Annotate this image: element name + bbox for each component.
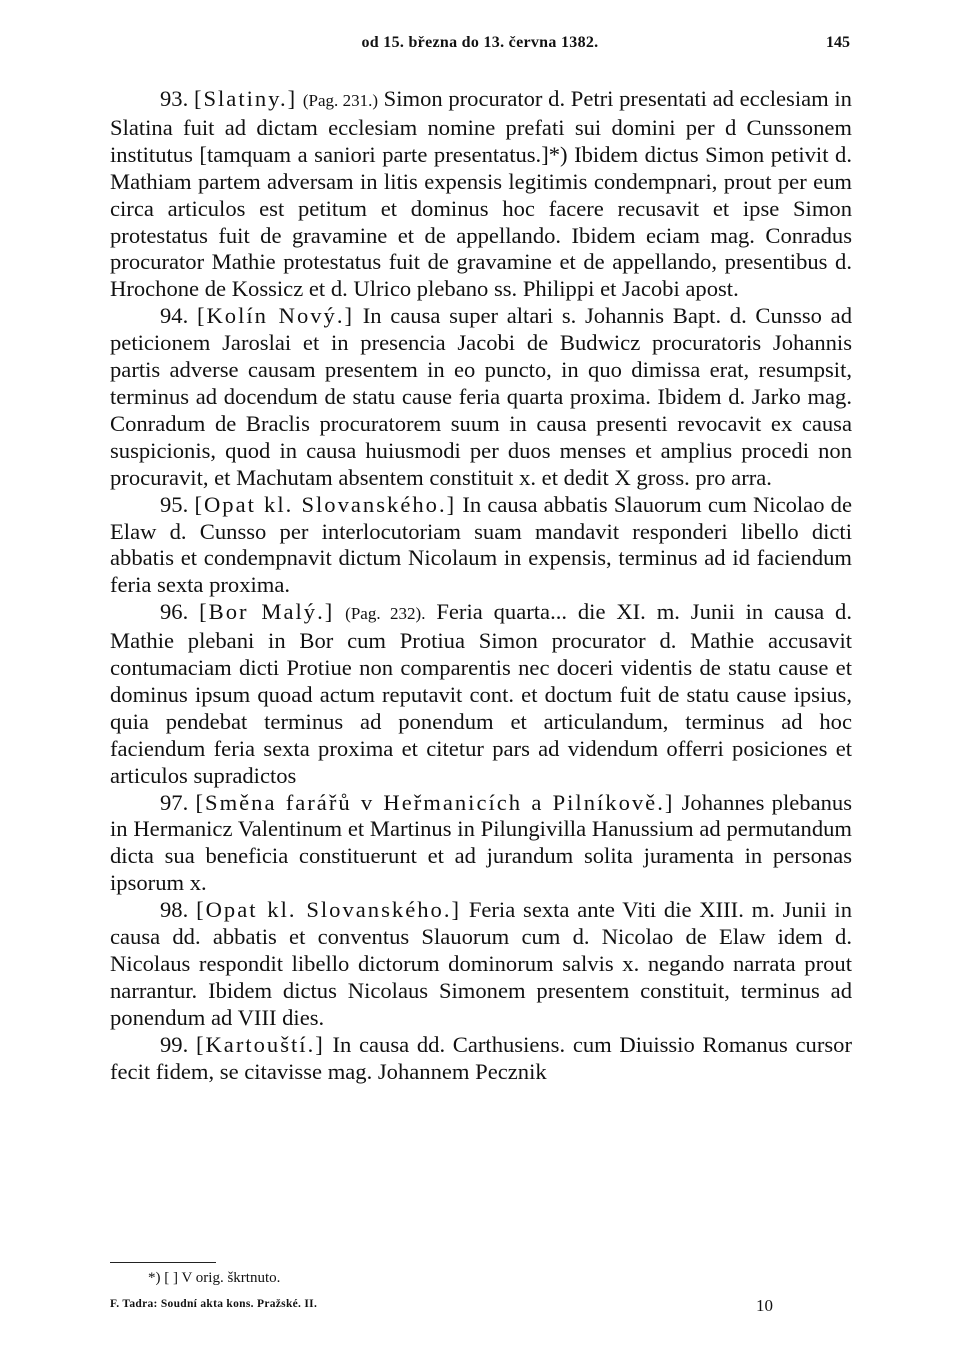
entry-heading: [Kolín Nový.] xyxy=(196,303,355,329)
entry-heading: [Slatiny.] xyxy=(193,86,298,111)
entry-text: In causa abbatis Slauorum cum Nicolao de Elaw d. Cunsso per interlocutoriam suam mandavit responderi libello dicti abbatis et condempnavit dictum Nicolaum in expensis, terminus ad id faciendum feria sexta proxima. xyxy=(110,491,852,598)
entry-text: Feria quarta... die XI. m. Junii in causa d. Mathie plebani in Bor cum Protiua Simon procurator d. Mathie accusavit contumaciam dicti Protiue non comparentis nec doceri videntis de statu cause et dominus ipsum quoad actum reputavit cont. et doctum fuit de statu cause ipsius, quia pendebat terminus ad ponendum et articulandum, terminus ad hoc faciendum feria sexta proxima et citetur pars ad videndum offerri posiciones et articulos supradictos xyxy=(110,599,853,788)
entry-99 xyxy=(110,1032,852,1086)
entry-heading: [Kartouští.] xyxy=(195,1031,325,1057)
running-head xyxy=(110,34,850,60)
entry-95 xyxy=(110,492,852,600)
entry-text: In causa super altari s. Johannis Bapt. d. Cunsso ad peticionem Jaroslai et in presencia Jacobi de Budwicz procuratoris Johannis partis adverse causam presentem in eo puncto, in quo dimissa erat, resumpsit, terminus ad docendum de statu cause feria quarta proxima. Ibidem d. Jarko mag. Conradum de Braclis procuratorem suum in causa presenti revocavit ex causa suspicionis, quod in causa huiusmodi per duos menses et amplius procedi non procuravit, et Machutam absentem constituit x. et dedit X gross. pro arra. xyxy=(110,303,852,490)
footnote-rule xyxy=(110,1262,216,1263)
entry-93 xyxy=(110,86,852,303)
entry-heading: [Opat kl. Slovanského.] xyxy=(196,897,461,923)
entry-text: In causa dd. Carthusiens. cum Diuissio Romanus cursor fecit fidem, se citavisse mag. Johannem Pecznik xyxy=(110,1031,852,1084)
signature-mark: 10 xyxy=(756,1296,773,1315)
entry-number: 94. xyxy=(160,303,189,329)
entry-text: Johannes plebanus in Hermanicz Valentinum et Martinus in Pilungivilla Hanussium ad permutandum dicta sua beneficia constituerunt et ad jurandum solita juramenta in personas ipsorum x. xyxy=(110,789,852,896)
footnote: *) [ ] V orig. škrtnuto. xyxy=(148,1270,281,1286)
entry-heading: [Bor Malý.] xyxy=(199,599,335,625)
entry-number: 98. xyxy=(160,897,189,923)
entry-98 xyxy=(110,897,852,1032)
page-reference: (Pag. 232). xyxy=(345,604,426,624)
running-title: od 15. března do 13. června 1382. xyxy=(361,34,599,51)
entry-text: Simon procurator d. Petri presentati ad ecclesiam in Slatina fuit ad dictam ecclesiam nomine prefati sui domini per d Cunssonem institutus [tamquam a saniori parte presentatus.]*) Ibidem dictus Simon petivit d. Mathiam partem adversam in litis expensis legitimis condempnari, prout per eum circa articulos est petitum et dominus hoc facere recusavit et ipse Simon protestatus fuit de gravamine et de appellando. Ibidem eciam mag. Conradus procurator Mathie protestatus fuit de gravamine et de appellando, presentibus d. Hrochone de Kossicz et d. Ulrico plebano ss. Philippi et Jacobi apost. xyxy=(110,86,852,302)
entry-number: 96. xyxy=(160,599,189,625)
entry-text: Feria sexta ante Viti die XIII. m. Junii in causa dd. abbatis et conventus Slauorum cum d. Nicolao de Elaw idem d. Nicolaus respondit libello dictorum dominorum salvis x. negando narrata prout narrantur. Ibidem dictus Nicolaus Simonem presentem constituit, terminus ad ponendum ad VIII dies. xyxy=(110,897,852,1030)
imprint-line: F. Tadra: Soudní akta kons. Pražské. II. xyxy=(110,1298,318,1310)
entry-heading: [Opat kl. Slovanského.] xyxy=(194,491,457,517)
entry-number: 97. xyxy=(160,789,189,815)
entry-96 xyxy=(110,599,852,789)
entry-number: 93. xyxy=(160,86,189,111)
entry-number: 99. xyxy=(160,1031,189,1057)
entry-97 xyxy=(110,790,852,898)
body-text xyxy=(110,86,852,1086)
entry-heading: [Směna farářů v Heřmanicích a Pilníkově.] xyxy=(195,789,675,815)
page-number: 145 xyxy=(826,34,850,51)
page-reference: (Pag. 231.) xyxy=(302,91,378,110)
entry-94 xyxy=(110,303,852,491)
entry-number: 95. xyxy=(160,491,189,517)
